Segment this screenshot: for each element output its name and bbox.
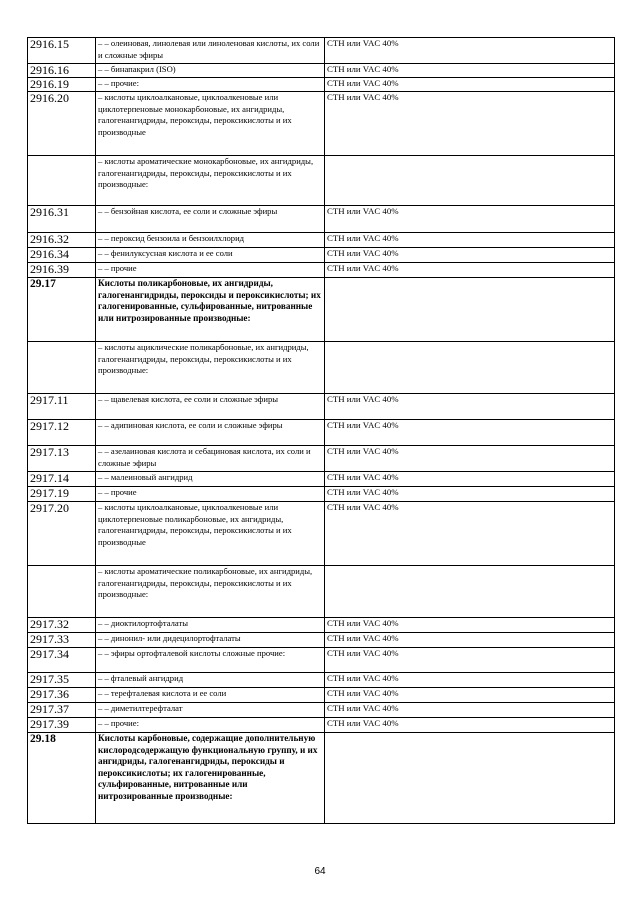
- origin-criterion: СТН или VAC 40%: [325, 446, 615, 472]
- table-row: [28, 248, 615, 263]
- origin-criterion: [325, 342, 615, 394]
- table-row: [28, 487, 615, 502]
- hs-code: 2916.19: [28, 78, 96, 92]
- heading-row: [28, 278, 615, 342]
- origin-criterion: СТН или VAC 40%: [325, 263, 615, 278]
- hs-code: 2917.37: [28, 703, 96, 718]
- goods-description: – кислоты ароматические поликарбоновые, их ангидриды, галогенангидриды, пероксиды, пероксикислоты и их производные:: [96, 566, 325, 618]
- hs-code: 2917.12: [28, 420, 96, 446]
- table-row: [28, 718, 615, 733]
- hs-code: 2917.35: [28, 673, 96, 688]
- goods-description: – кислоты циклоалкановые, циклоалкеновые или циклотерпеновые монокарбоновые, их ангидриды, галогенангидриды, пероксиды, пероксикислоты и их производные: [96, 92, 325, 156]
- hs-code: 2917.36: [28, 688, 96, 703]
- origin-criterion: СТН или VAC 40%: [325, 688, 615, 703]
- goods-description: – – фталевый ангидрид: [96, 673, 325, 688]
- hs-code: [28, 156, 96, 206]
- goods-description: – – терефталевая кислота и ее соли: [96, 688, 325, 703]
- origin-criterion: СТН или VAC 40%: [325, 233, 615, 248]
- hs-code: 2916.20: [28, 92, 96, 156]
- goods-description: – – фенилуксусная кислота и ее соли: [96, 248, 325, 263]
- hs-code: 2916.15: [28, 38, 96, 64]
- hs-code: 2917.13: [28, 446, 96, 472]
- table-row: [28, 233, 615, 248]
- table-row: [28, 206, 615, 233]
- origin-criterion: СТН или VAC 40%: [325, 78, 615, 92]
- table-row: [28, 472, 615, 487]
- hs-heading-code: 29.17: [28, 278, 96, 342]
- origin-criterion: СТН или VAC 40%: [325, 502, 615, 566]
- goods-description: – кислоты ациклические поликарбоновые, их ангидриды, галогенангидриды, пероксиды, пероксикислоты и их производные:: [96, 342, 325, 394]
- goods-description: – – щавелевая кислота, ее соли и сложные эфиры: [96, 394, 325, 420]
- table-row: [28, 648, 615, 673]
- goods-description: – – бензойная кислота, ее соли и сложные эфиры: [96, 206, 325, 233]
- origin-criterion: СТН или VAC 40%: [325, 38, 615, 64]
- goods-description: – – прочие: [96, 487, 325, 502]
- goods-description: – – диоктилортофталаты: [96, 618, 325, 633]
- goods-description: – – динонил- или дидецилортофталаты: [96, 633, 325, 648]
- tariff-table: [27, 37, 615, 824]
- table-row: [28, 78, 615, 92]
- hs-code: 2917.14: [28, 472, 96, 487]
- goods-description: – – азелаиновая кислота и себациновая кислота, их соли и сложные эфиры: [96, 446, 325, 472]
- origin-criterion: СТН или VAC 40%: [325, 633, 615, 648]
- origin-criterion: [325, 278, 615, 342]
- origin-criterion: СТН или VAC 40%: [325, 64, 615, 78]
- tariff-table-body: [28, 38, 615, 824]
- origin-criterion: СТН или VAC 40%: [325, 648, 615, 673]
- table-row: [28, 420, 615, 446]
- origin-criterion: [325, 156, 615, 206]
- table-row: [28, 502, 615, 566]
- hs-code: 2917.33: [28, 633, 96, 648]
- goods-description: – – пероксид бензоила и бензоилхлорид: [96, 233, 325, 248]
- hs-code: [28, 566, 96, 618]
- table-row: [28, 446, 615, 472]
- table-row: [28, 64, 615, 78]
- origin-criterion: [325, 566, 615, 618]
- goods-description: – – прочие: [96, 263, 325, 278]
- origin-criterion: СТН или VAC 40%: [325, 248, 615, 263]
- table-row: [28, 633, 615, 648]
- table-row: [28, 703, 615, 718]
- goods-description: – – диметилтерефталат: [96, 703, 325, 718]
- hs-heading-code: 29.18: [28, 733, 96, 824]
- goods-description: – – малеиновый ангидрид: [96, 472, 325, 487]
- goods-description: – – эфиры ортофталевой кислоты сложные прочие:: [96, 648, 325, 673]
- goods-description: – – олеиновая, линолевая или линоленовая кислоты, их соли и сложные эфиры: [96, 38, 325, 64]
- origin-criterion: СТН или VAC 40%: [325, 472, 615, 487]
- hs-code: 2916.39: [28, 263, 96, 278]
- table-row: [28, 92, 615, 156]
- hs-code: 2917.20: [28, 502, 96, 566]
- hs-code: 2917.11: [28, 394, 96, 420]
- goods-description: – – адипиновая кислота, ее соли и сложные эфиры: [96, 420, 325, 446]
- table-row: [28, 263, 615, 278]
- goods-description: – – бинапакрил (ISO): [96, 64, 325, 78]
- origin-criterion: СТН или VAC 40%: [325, 394, 615, 420]
- hs-code: 2916.31: [28, 206, 96, 233]
- origin-criterion: [325, 733, 615, 824]
- goods-description: – кислоты циклоалкановые, циклоалкеновые или циклотерпеновые поликарбоновые, их ангидриды, галогенангидриды, пероксиды, пероксикислоты и их производные: [96, 502, 325, 566]
- goods-description: – кислоты ароматические монокарбоновые, их ангидриды, галогенангидриды, пероксиды, пероксикислоты и их производные:: [96, 156, 325, 206]
- origin-criterion: СТН или VAC 40%: [325, 618, 615, 633]
- origin-criterion: СТН или VAC 40%: [325, 718, 615, 733]
- origin-criterion: СТН или VAC 40%: [325, 206, 615, 233]
- origin-criterion: СТН или VAC 40%: [325, 92, 615, 156]
- origin-criterion: СТН или VAC 40%: [325, 673, 615, 688]
- hs-code: 2916.34: [28, 248, 96, 263]
- heading-description: Кислоты поликарбоновые, их ангидриды, галогенангидриды, пероксиды и пероксикислоты; их галогенированные, сульфированные, нитрованные или нитрозированные производные:: [96, 278, 325, 342]
- goods-description: – – прочие:: [96, 78, 325, 92]
- table-row: [28, 38, 615, 64]
- origin-criterion: СТН или VAC 40%: [325, 703, 615, 718]
- origin-criterion: СТН или VAC 40%: [325, 420, 615, 446]
- table-row: [28, 156, 615, 206]
- table-row: [28, 394, 615, 420]
- page-number: 64: [314, 866, 326, 877]
- table-row: [28, 673, 615, 688]
- table-row: [28, 688, 615, 703]
- hs-code: 2917.34: [28, 648, 96, 673]
- table-row: [28, 566, 615, 618]
- hs-code: 2917.19: [28, 487, 96, 502]
- hs-code: 2917.39: [28, 718, 96, 733]
- heading-row: [28, 733, 615, 824]
- hs-code: 2916.16: [28, 64, 96, 78]
- origin-criterion: СТН или VAC 40%: [325, 487, 615, 502]
- hs-code: 2916.32: [28, 233, 96, 248]
- goods-description: – – прочие:: [96, 718, 325, 733]
- hs-code: 2917.32: [28, 618, 96, 633]
- table-row: [28, 618, 615, 633]
- heading-description: Кислоты карбоновые, содержащие дополнительную кислородсодержащую функциональную группу, и их ангидриды, галогенангидриды, пероксиды и пероксикислоты; их галогенированные, сульфированные, нитрованные или нитрозированные производные:: [96, 733, 325, 824]
- table-row: [28, 342, 615, 394]
- hs-code: [28, 342, 96, 394]
